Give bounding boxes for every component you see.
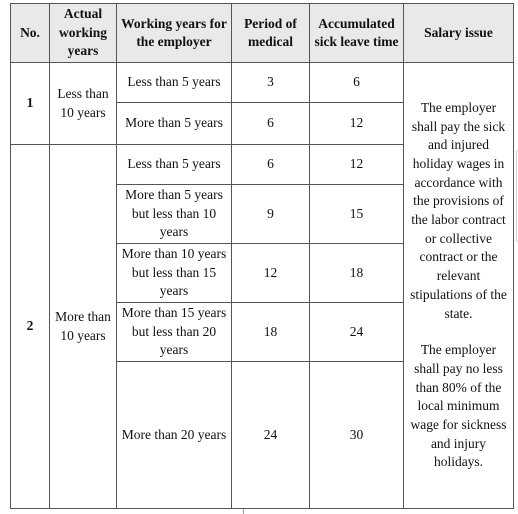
employer-years-cell: Less than 5 years [117, 63, 232, 103]
period-cell: 12 [232, 244, 310, 303]
header-salary-issue: Salary issue [404, 4, 514, 63]
accumulated-cell: 12 [310, 145, 404, 185]
period-cell: 3 [232, 63, 310, 103]
salary-issue-cell [404, 63, 514, 509]
actual-years-group-1: Less than 10 years [50, 63, 117, 145]
sick-leave-table [10, 3, 514, 509]
period-cell: 18 [232, 303, 310, 362]
header-actual-working-years: Actual working years [50, 4, 117, 63]
employer-years-cell: More than 20 years [117, 362, 232, 509]
accumulated-cell: 15 [310, 185, 404, 244]
accumulated-cell: 18 [310, 244, 404, 303]
header-row [11, 4, 514, 63]
employer-years-cell: More than 15 years but less than 20 years [117, 303, 232, 362]
period-cell: 6 [232, 103, 310, 145]
employer-years-cell: Less than 5 years [117, 145, 232, 185]
page-edge-mark [516, 150, 517, 242]
salary-issue-paragraph-1: The employer shall pay the sick and injured holiday wages in accordance with the provisions of the labor contract or collective contract or the relevant stipulations of the state. [410, 99, 507, 321]
period-cell: 6 [232, 145, 310, 185]
employer-years-cell: More than 10 years but less than 15 years [117, 244, 232, 303]
row-number-2: 2 [11, 145, 50, 509]
employer-years-cell: More than 5 years but less than 10 years [117, 185, 232, 244]
header-period-of-medical: Period of medical [232, 4, 310, 63]
table-row [11, 63, 514, 103]
period-cell: 9 [232, 185, 310, 244]
header-working-years-employer: Working years for the employer [117, 4, 232, 63]
accumulated-cell: 12 [310, 103, 404, 145]
accumulated-cell: 6 [310, 63, 404, 103]
paragraph-spacer [408, 323, 509, 341]
employer-years-cell: More than 5 years [117, 103, 232, 145]
row-number-1: 1 [11, 63, 50, 145]
accumulated-cell: 30 [310, 362, 404, 509]
salary-issue-paragraph-2: The employer shall pay no less than 80% of the local minimum wage for sickness and injury holidays. [410, 342, 507, 470]
accumulated-cell: 24 [310, 303, 404, 362]
page-bottom-tick [243, 509, 244, 514]
actual-years-group-2: More than 10 years [50, 145, 117, 509]
header-no: No. [11, 4, 50, 63]
header-accumulated-sick-leave: Accumulated sick leave time [310, 4, 404, 63]
period-cell: 24 [232, 362, 310, 509]
